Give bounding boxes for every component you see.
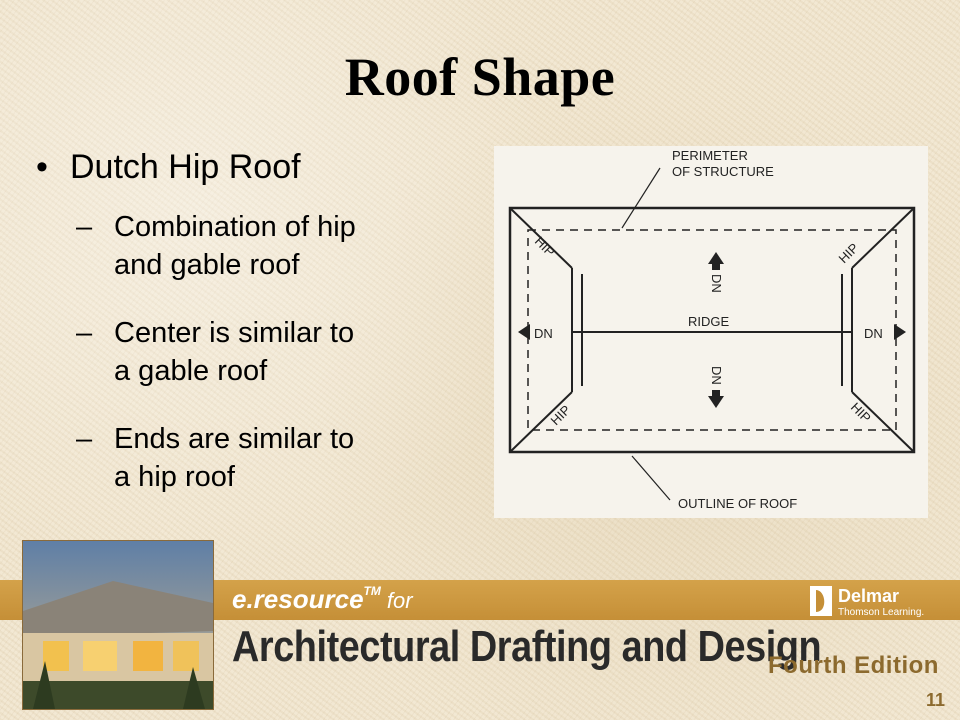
perimeter-label-2: OF STRUCTURE [672, 164, 774, 179]
hip-label-tl: HIP [531, 233, 558, 260]
arrow-up-icon [708, 252, 724, 264]
subbullet-1-line2: and gable roof [114, 249, 300, 281]
delmar-logo-svg [810, 584, 952, 618]
outline-leader [632, 456, 670, 500]
dash-icon: – [76, 423, 93, 455]
slide-number: 11 [926, 690, 946, 710]
subbullet-3-line2: a hip roof [114, 461, 235, 493]
dn-label-left: DN [534, 326, 553, 341]
hip-label-tr: HIP [835, 240, 862, 267]
house-photo-svg [23, 541, 213, 709]
subbullet-3 [76, 420, 456, 496]
outline-label: OUTLINE OF ROOF [678, 496, 798, 511]
perimeter-leader [622, 168, 660, 228]
arrow-down-icon [708, 396, 724, 408]
hip-label-br: HIP [847, 399, 874, 426]
dash-icon: – [76, 211, 93, 243]
subbullet-1 [76, 208, 456, 284]
hip-label-bl: HIP [547, 402, 574, 429]
arrow-left-icon [518, 324, 530, 340]
dn-label-top: DN [709, 274, 724, 293]
dutch-hip-roof-diagram [494, 146, 928, 518]
edition-text: Fourth Edition [768, 652, 939, 679]
book-title: Architectural Drafting and Design [232, 622, 822, 671]
bullet-text: Dutch Hip Roof [70, 148, 301, 186]
subbullet-2 [76, 314, 456, 390]
for-text: for [386, 588, 413, 613]
perimeter-label-1: PERIMETER [672, 148, 748, 163]
eresource-logo [232, 584, 413, 615]
ridge-label: RIDGE [688, 314, 730, 329]
dn-label-bottom: DN [709, 366, 724, 385]
subbullet-3-line1: Ends are similar to [114, 423, 355, 455]
delmar-text: Delmar [838, 586, 900, 606]
thomson-text: Thomson Learning. [838, 607, 925, 618]
subbullet-2-line1: Center is similar to [114, 317, 355, 349]
slide-title: Roof Shape [344, 47, 616, 107]
eresource-text: e.resource [232, 584, 364, 614]
arrow-right-icon [894, 324, 906, 340]
dash-icon: – [76, 317, 93, 349]
roof-plan-svg [494, 146, 928, 518]
trademark: TM [363, 584, 381, 598]
bullet-dot-icon: • [36, 148, 48, 186]
house-photo [22, 540, 214, 710]
delmar-logo [810, 584, 952, 618]
subbullet-1-line1: Combination of hip [114, 211, 356, 243]
hip-line-tr [852, 208, 914, 268]
subbullet-2-line2: a gable roof [114, 355, 268, 387]
bullet-dutch-hip-roof [36, 148, 301, 187]
dn-label-right: DN [864, 326, 883, 341]
